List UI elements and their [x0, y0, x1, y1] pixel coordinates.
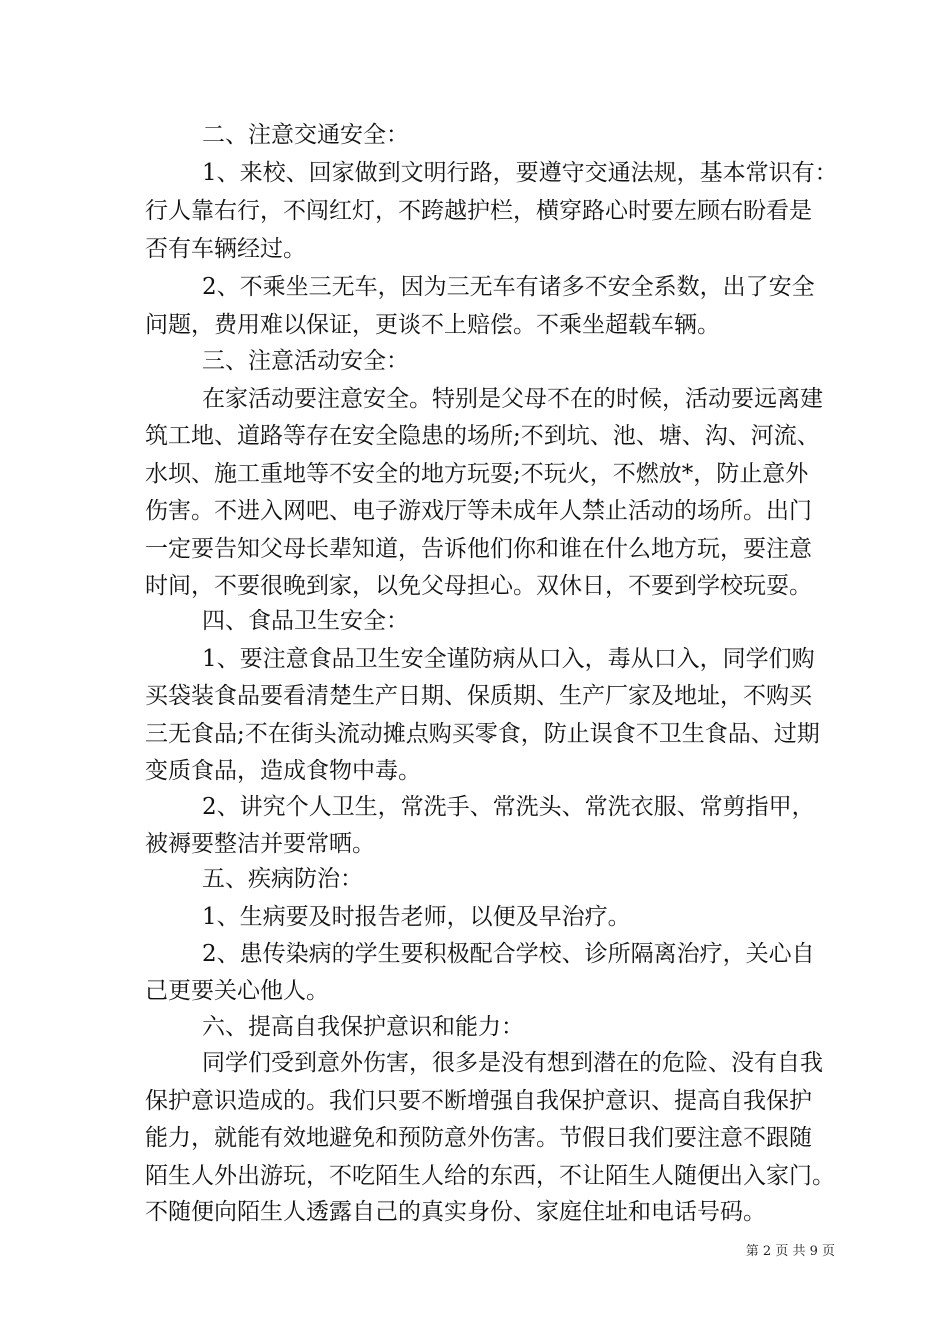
paragraph-line: 行人靠右行，不闯红灯，不跨越护栏，横穿路心时要左顾右盼看是 — [145, 198, 812, 224]
paragraph-line: 被褥要整洁并要常晒。 — [145, 831, 375, 857]
paragraph-line: 2、讲究个人卫生，常洗手、常洗头、常洗衣服、常剪指甲， — [202, 794, 815, 820]
paragraph-line: 1、生病要及时报告老师，以便及早治疗。 — [202, 904, 631, 930]
paragraph-line: 能力，就能有效地避免和预防意外伤害。节假日我们要注意不跟随 — [145, 1125, 812, 1151]
paragraph-line: 保护意识造成的。我们只要不断增强自我保护意识、提高自我保护 — [145, 1088, 812, 1114]
section-heading-self-protection: 六、提高自我保护意识和能力： — [202, 1014, 524, 1040]
paragraph-line: 同学们受到意外伤害，很多是没有想到潜在的危险、没有自我 — [202, 1050, 823, 1076]
paragraph-line: 不随便向陌生人透露自己的真实身份、家庭住址和电话号码。 — [145, 1199, 766, 1225]
paragraph-line: 变质食品，造成食物中毒。 — [145, 758, 421, 784]
paragraph-line: 1、来校、回家做到文明行路，要遵守交通法规，基本常识有： — [202, 160, 838, 186]
paragraph-line: 己更要关心他人。 — [145, 978, 329, 1004]
section-heading-food: 四、食品卫生安全： — [202, 608, 409, 634]
paragraph-line: 在家活动要注意安全。特别是父母不在的时候，活动要远离建 — [202, 386, 823, 412]
section-heading-activity: 三、注意活动安全： — [202, 348, 409, 374]
paragraph-line: 伤害。不进入网吧、电子游戏厅等未成年人禁止活动的场所。出门 — [145, 498, 812, 524]
section-heading-traffic: 二、注意交通安全： — [202, 122, 409, 148]
section-heading-disease: 五、疾病防治： — [202, 866, 363, 892]
paragraph-line: 筑工地、道路等存在安全隐患的场所;不到坑、池、塘、沟、河流、 — [145, 423, 820, 449]
paragraph-line: 水坝、施工重地等不安全的地方玩耍;不玩火，不燃放*，防止意外 — [145, 461, 809, 487]
paragraph-line: 2、不乘坐三无车，因为三无车有诸多不安全系数，出了安全 — [202, 274, 815, 300]
page-number-footer: 第 2 页 共 9 页 — [745, 1244, 835, 1259]
paragraph-line: 2、患传染病的学生要积极配合学校、诊所隔离治疗，关心自 — [202, 941, 815, 967]
paragraph-line: 三无食品;不在街头流动摊点购买零食，防止误食不卫生食品、过期 — [145, 721, 820, 747]
paragraph-line: 一定要告知父母长辈知道，告诉他们你和谁在什么地方玩，要注意 — [145, 536, 812, 562]
paragraph-line: 问题，费用难以保证，更谈不上赔偿。不乘坐超载车辆。 — [145, 312, 720, 338]
paragraph-line: 陌生人外出游玩，不吃陌生人给的东西，不让陌生人随便出入家门。 — [145, 1163, 835, 1189]
paragraph-line: 否有车辆经过。 — [145, 236, 306, 262]
paragraph-line: 买袋装食品要看清楚生产日期、保质期、生产厂家及地址，不购买 — [145, 683, 812, 709]
paragraph-line: 1、要注意食品卫生安全谨防病从口入，毒从口入，同学们购 — [202, 646, 815, 672]
paragraph-line: 时间，不要很晚到家，以免父母担心。双休日，不要到学校玩耍。 — [145, 573, 812, 599]
